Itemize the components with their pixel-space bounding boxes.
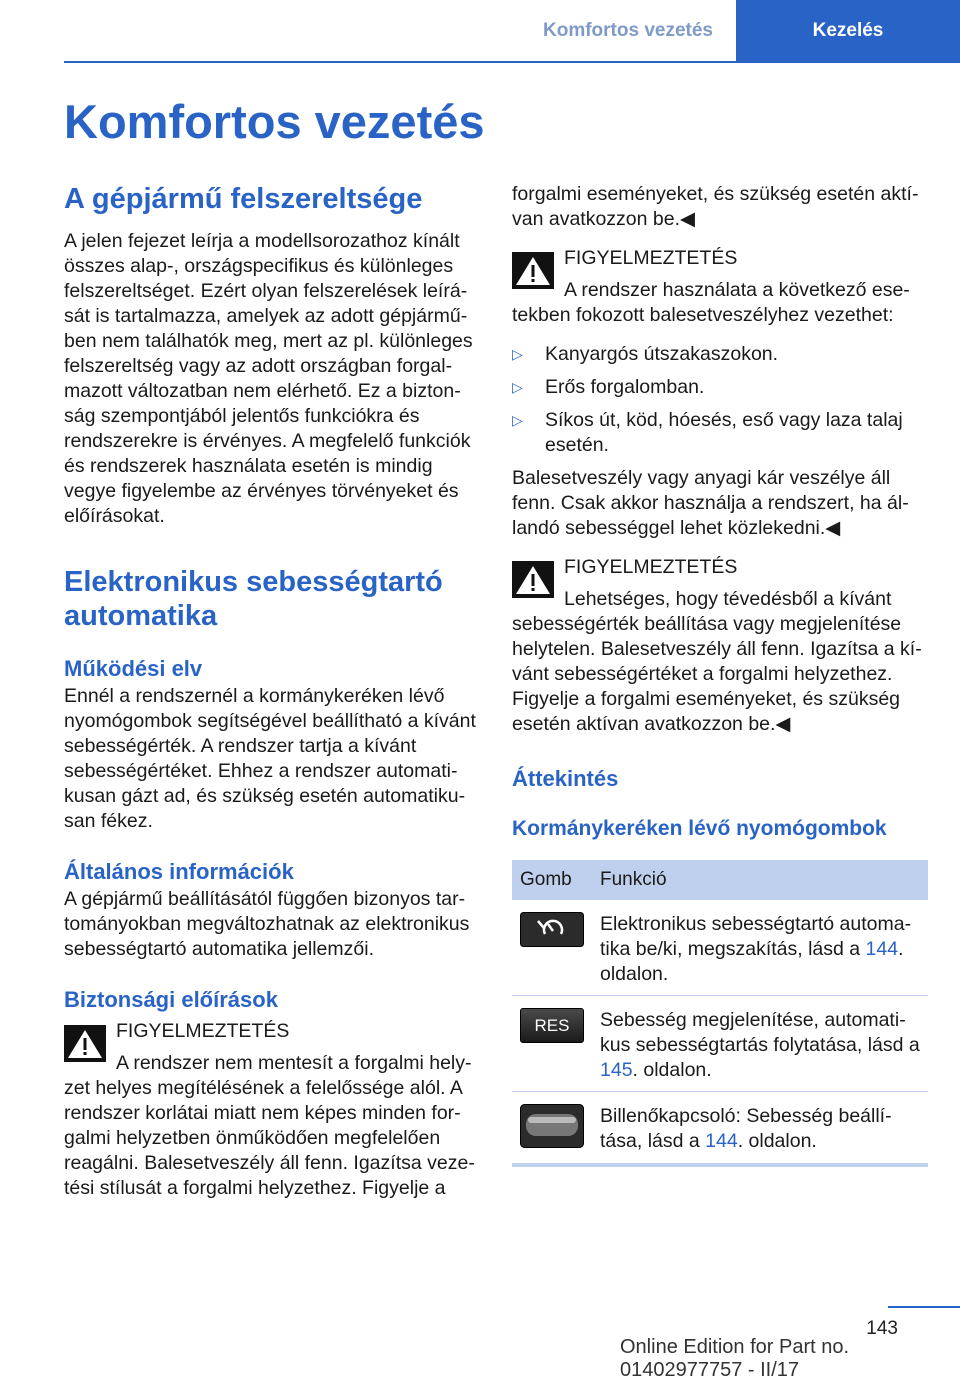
warning-text-1: A rendszer nem mentesít a forgalmi helyzet helyes megítélésének a felelőssége alól. A rendszer korlátai miatt nem képes minden forgalmi helyzetben önműködően megfelelően reagálni. Balesetveszély áll fenn. Igazítsa vezetési stílusát a forgalmi helyzethez. Figyelje a (64, 1052, 475, 1199)
paragraph-equipment: A jelen fejezet leírja a modellsorozathoz kínált összes alap-, országspecifikus és különleges felszereltséget. Ezért olyan felszerelések leírását is tartalmazza, amelyek az adott gépjárműben nem találhatók meg, mert az pl. különleges felszereltség vagy az adott országban forgalmazott változatban nem elérhető. Ez a biztonság szempontjából jelentős funkciókra és rendszerekre is érvényes. A megfelelő funkciók és rendszerek használata esetén is mindig vegye figyelembe az érvényes törvényeket és előírásokat. (64, 230, 473, 527)
list-item: ▷ Síkos út, köd, hóesés, eső vagy laza talaj esetén. (512, 409, 903, 456)
warning-block-1 (64, 1019, 478, 1201)
warning-label-3: FIGYELMEZTETÉS (564, 556, 738, 578)
footer-rule (888, 1306, 960, 1308)
column-header-function: Funkció (592, 860, 928, 900)
heading-equipment: A gépjármű felszereltsége (64, 183, 423, 215)
function-cell: Sebesség megjelenítése, automatikus sebességtartás folytatása, lásd a 145. oldalon. (592, 996, 928, 1092)
buttons-table (512, 860, 928, 1167)
warning-text-3: Lehetséges, hogy tévedésből a kívánt sebességérték beállítása vagy megjelenítése helytelen. Balesetveszély áll fenn. Igazítsa a kívánt sebességértéket a forgalmi helyzethez. Figyelje a forgalmi eseményeket, és szükség esetén aktívan avatkozzon be.◀ (512, 588, 922, 735)
paragraph-principle: Ennél a rendszernél a kormánykeréken lévő nyomógombok segítségével beállítható a kívánt sebességérték. A rendszer tartja a kívánt sebességértéket. Ehhez a rendszer automatikusan gázt ad, és szükség esetén automatikusan fékez. (64, 685, 476, 832)
warning-text-1-continued: forgalmi eseményeket, és szükség esetén aktívan avatkozzon be.◀ (512, 183, 919, 230)
tab-section[interactable]: Kezelés (736, 0, 960, 62)
table-row (512, 1092, 928, 1166)
risk-list (512, 342, 928, 458)
header-rule (64, 61, 960, 63)
warning-label-2: FIGYELMEZTETÉS (564, 247, 738, 269)
table-header-row (512, 860, 928, 900)
warning-block-3 (512, 555, 928, 737)
table-row (512, 900, 928, 996)
paragraph-risk: Balesetveszély vagy anyagi kár veszélye áll fenn. Csak akkor használja a rendszert, ha állandó sebességgel lehet közlekedni.◀ (512, 467, 909, 539)
triangle-bullet-icon: ▷ (512, 379, 523, 395)
right-column (512, 182, 928, 1167)
heading-general: Általános információk (64, 859, 294, 884)
heading-safety: Biztonsági előírások (64, 987, 278, 1012)
page-link[interactable]: 145 (600, 1059, 633, 1081)
heading-principle: Működési elv (64, 656, 203, 681)
warning-block-2 (512, 246, 928, 328)
triangle-bullet-icon: ▷ (512, 412, 523, 428)
heading-cruise-control: Elektronikus sebességtartó automatika (64, 566, 443, 632)
res-button-image: RES (520, 1008, 584, 1043)
cruise-control-icon (520, 912, 584, 947)
warning-triangle-icon (512, 252, 554, 289)
tab-chapter[interactable]: Komfortos vezetés (543, 20, 713, 41)
triangle-bullet-icon: ▷ (512, 346, 523, 362)
function-cell: Elektronikus sebességtartó automatika be/ki, megszakítás, lásd a 144. oldalon. (592, 900, 928, 996)
warning-triangle-icon (512, 561, 554, 598)
warning-triangle-icon (64, 1025, 106, 1062)
heading-overview: Áttekintés (512, 766, 619, 791)
list-item: ▷ Kanyargós útszakaszokon. (512, 343, 779, 365)
left-column (64, 182, 478, 1201)
header-tabs (520, 0, 960, 62)
page-link[interactable]: 144 (865, 938, 899, 960)
column-header-button: Gomb (512, 860, 592, 900)
edition-note: Online Edition for Part no. 01402977757 - II/17 (620, 1336, 850, 1381)
table-row (512, 996, 928, 1092)
page-title: Komfortos vezetés (64, 95, 485, 148)
function-cell: Billenőkapcsoló: Sebesség beállítása, lásd a 144. oldalon. (592, 1092, 928, 1166)
rocker-switch-icon (520, 1104, 584, 1148)
page-number: 143 (866, 1318, 898, 1339)
paragraph-general: A gépjármű beállításától függően bizonyos tartományokban megváltozhatnak az elektronikus sebességtartó automatika jellemzői. (64, 888, 470, 960)
warning-label-1: FIGYELMEZTETÉS (116, 1020, 290, 1042)
page-link[interactable]: 144 (705, 1130, 738, 1152)
heading-steering-buttons: Kormánykeréken lévő nyomógombok (512, 817, 887, 840)
list-item: ▷ Erős forgalomban. (512, 376, 705, 398)
warning-text-2: A rendszer használata a következő esetekben fokozott balesetveszélyhez vezethet: (512, 279, 910, 326)
